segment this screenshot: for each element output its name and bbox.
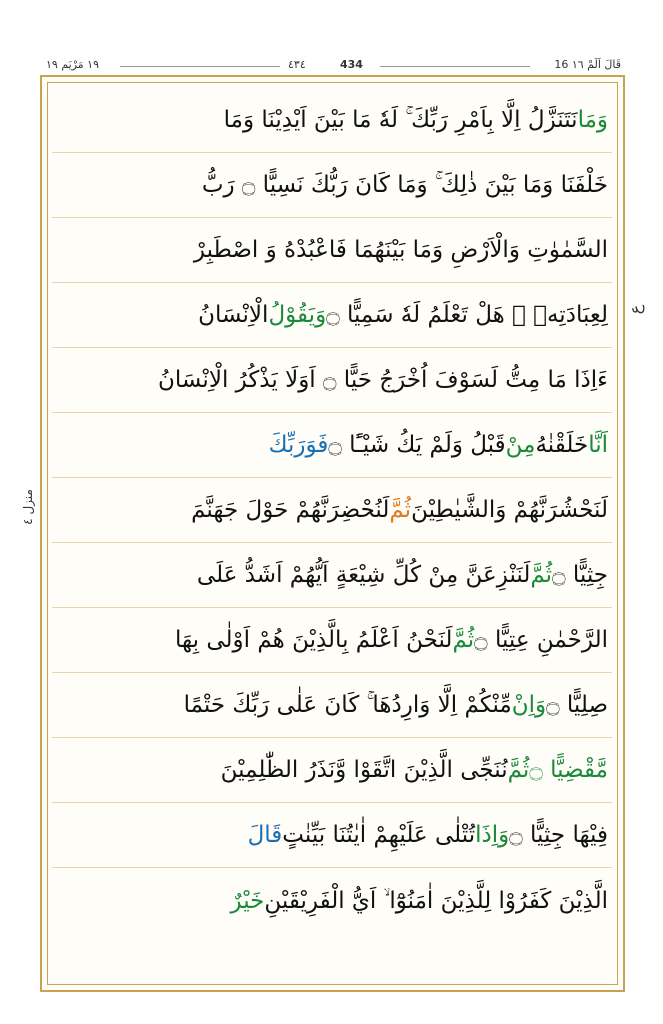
text-segment: ثُمَّ [452, 627, 475, 653]
text-segment: ءَاِذَا مَا مِتُّ لَسَوْفَ اُخْرَجُ حَيًّا ۝ اَوَلَا يَذْكُرُ الْاِنْسَانُ [158, 367, 608, 393]
text-segment: صِلِيًّا ۝ [546, 692, 608, 718]
text-segment: السَّمٰوٰتِ وَالْاَرْضِ وَمَا بَيْنَهُمَا فَاعْبُدْهُ وَ اصْطَبِرْ [193, 237, 608, 263]
text-segment: اَنَّا [588, 432, 608, 458]
text-segment: ثُمَّ [389, 497, 412, 523]
text-segment: لِعِبَادَتِهٖ ۗ هَلْ تَعْلَمُ لَهٗ سَمِيًّا ۝ [326, 302, 608, 328]
text-segment: خَلَقْنٰهُ [535, 432, 589, 458]
text-segment: لَنَنْزِعَنَّ مِنْ كُلِّ شِيْعَةٍ اَيُّهُمْ اَشَدُّ عَلَى [196, 562, 531, 588]
header-rule-right [380, 66, 530, 67]
text-line-10 [52, 673, 612, 738]
text-segment: مَّقْضِيًّا ۝ [529, 757, 608, 783]
text-line-11 [52, 738, 612, 803]
text-line-5 [52, 348, 612, 413]
text-segment: نُنَجِّى الَّذِيْنَ اتَّقَوْا وَّنَذَرُ الظّٰلِمِيْنَ [220, 757, 508, 783]
header-rule-left [120, 66, 280, 67]
page-number-arabic: ٤٣٤ [288, 58, 306, 71]
text-line-content [202, 172, 608, 198]
text-segment: فَوَرَبِّكَ [268, 432, 329, 458]
text-segment: نَتَنَزَّلُ اِلَّا بِاَمْرِ رَبِّكَ ۚ لَهٗ مَا بَيْنَ اَيْدِيْنَا وَمَا [223, 107, 578, 133]
text-line-6 [52, 413, 612, 478]
text-segment: لَنَحْنُ اَعْلَمُ بِالَّذِيْنَ هُمْ اَوْلٰى بِهَا [175, 627, 453, 653]
text-segment: وَاِنْ [511, 692, 547, 718]
text-line-3 [52, 218, 612, 283]
text-line-9 [52, 608, 612, 673]
text-segment: وَاِذَا [475, 822, 510, 848]
text-segment: فِيْهَا جِثِيًّا ۝ [509, 822, 608, 848]
text-segment: الرَّحْمٰنِ عِتِيًّا ۝ [474, 627, 608, 653]
text-line-8 [52, 543, 612, 608]
text-line-4 [52, 283, 612, 348]
text-segment: لَنَحْشُرَنَّهُمْ وَالشَّيٰطِيْنَ [411, 497, 608, 523]
text-segment: قَالَ [247, 822, 283, 848]
text-segment: قَبْلُ وَلَمْ يَكُ شَيْـًٔا ۝ [328, 432, 506, 458]
text-line-1 [52, 88, 612, 153]
text-segment: لَنُحْضِرَنَّهُمْ حَوْلَ جَهَنَّمَ [191, 497, 390, 523]
text-segment: خَلْفَنَا وَمَا بَيْنَ ذٰلِكَ ۚ وَمَا كَانَ رَبُّكَ نَسِيًّا ۝ رَبُّ [201, 172, 608, 198]
text-line-content [198, 302, 608, 328]
text-segment: جِثِيًّا ۝ [552, 562, 608, 588]
text-line-content [184, 692, 608, 718]
text-line-content [231, 888, 608, 914]
text-segment: مِّنْكُمْ اِلَّا وَارِدُهَا ۚ كَانَ عَلٰى رَبِّكَ حَتْمًا [183, 692, 512, 718]
quran-text-lines [52, 88, 612, 983]
text-line-content [175, 627, 608, 653]
text-segment: تُتْلٰى عَلَيْهِمْ اٰيٰتُنَا بَيِّنٰتٍ [282, 822, 476, 848]
text-line-content [248, 822, 608, 848]
text-segment: ثُمَّ [507, 757, 530, 783]
text-line-content [158, 367, 608, 393]
page-number: 434 [340, 58, 363, 71]
text-segment: الَّذِيْنَ كَفَرُوْا لِلَّذِيْنَ اٰمَنُوْٓا ۙ اَيُّ الْفَرِيْقَيْنِ [264, 887, 608, 914]
page-header [40, 58, 625, 76]
manzil-marker: منزل ٤ [20, 489, 35, 525]
text-segment: خَيْرٌ [230, 887, 265, 914]
text-line-content [269, 432, 608, 458]
ruku-marker: ع [625, 304, 645, 315]
text-segment: مِنْ [505, 432, 536, 458]
text-segment: وَمَا [577, 107, 608, 133]
text-line-7 [52, 478, 612, 543]
text-line-13 [52, 868, 612, 933]
text-line-content [221, 757, 608, 783]
text-line-2 [52, 153, 612, 218]
surah-name-header: ١٩ مَرْيَم ١٩ [46, 58, 99, 71]
text-line-content [191, 497, 608, 523]
text-line-12 [52, 803, 612, 868]
text-line-content [224, 107, 608, 133]
text-segment: الْاِنْسَانُ [198, 302, 269, 328]
text-line-content [194, 237, 608, 263]
juz-name-header: 16 قَالَ اَلَمْ ١٦ [554, 58, 621, 71]
text-segment: وَيَقُوْلُ [268, 302, 327, 328]
text-line-content [197, 562, 608, 588]
text-segment: ثُمَّ [530, 562, 553, 588]
